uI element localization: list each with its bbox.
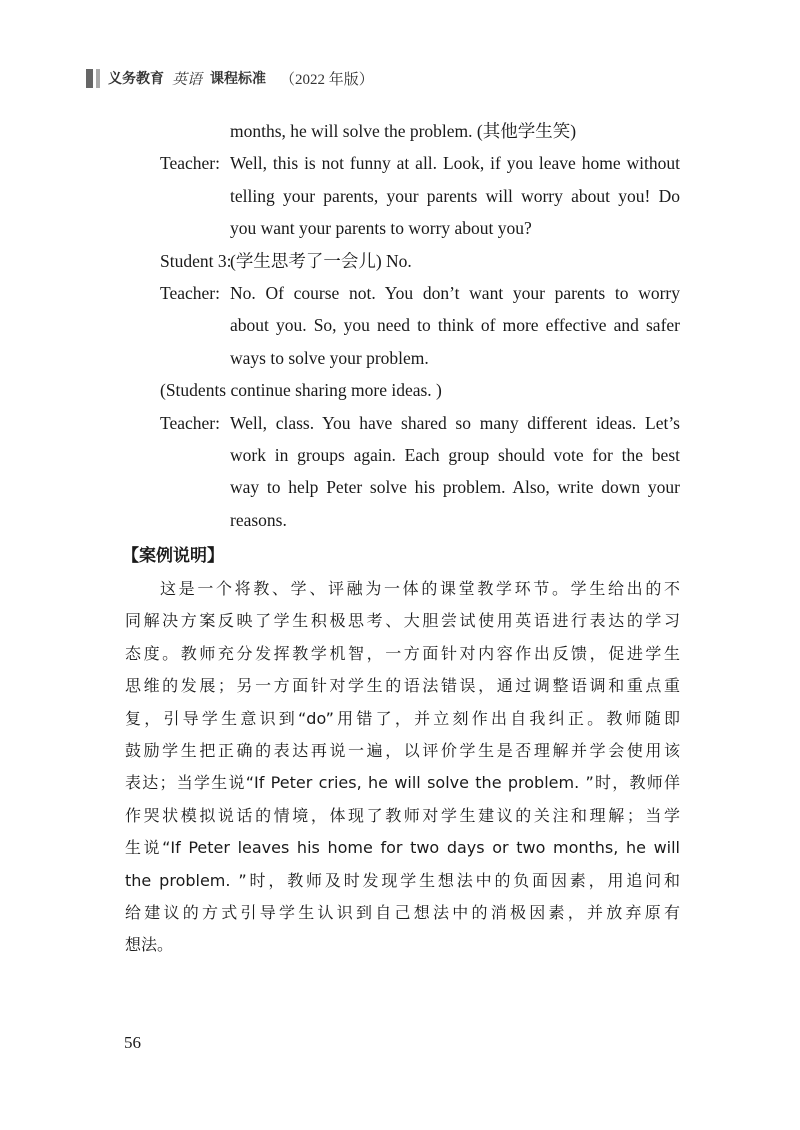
dialogue-line: No. Of course not. You don’t want your parents to worry bbox=[230, 283, 680, 303]
speaker-label: Teacher: bbox=[160, 153, 220, 174]
paragraph-line: 同解决方案反映了学生积极思考、大胆尝试使用英语进行表达的学习 bbox=[125, 611, 680, 631]
paragraph-line: 给建议的方式引导学生认识到自己想法中的消极因素，并放弃原有 bbox=[125, 903, 680, 922]
dialogue-line: way to help Peter solve his problem. Also, write down your bbox=[230, 477, 680, 498]
paragraph-line: 想法。 bbox=[125, 935, 174, 955]
header-title: 义务教育 bbox=[108, 71, 164, 87]
paragraph-line: 思维的发展；另一方面针对学生的语法错误，通过调整语调和重点重 bbox=[125, 676, 680, 696]
paragraph-line: 这是一个将教、学、评融为一体的课堂教学环节。学生给出的不 bbox=[160, 579, 680, 598]
header-edition: （2022 年版） bbox=[280, 71, 374, 88]
dialogue-line: about you. So, you need to think of more effective and safer bbox=[230, 315, 680, 336]
paragraph-line: 生说“If Peter leaves his home for two days or two months, he will bbox=[125, 838, 680, 858]
paragraph-line: 态度。教师充分发挥教学机智，一方面针对内容作出反馈，促进学生 bbox=[125, 643, 680, 663]
header-subject: 英语 bbox=[172, 71, 203, 88]
header-bar-mark-light bbox=[96, 69, 100, 88]
paragraph-line: 表达；当学生说“If Peter cries, he will solve the problem. ”时，教师佯 bbox=[125, 773, 680, 793]
dialogue-line: ways to solve your problem. bbox=[230, 347, 429, 368]
dialogue-line: Well, class. You have shared so many different ideas. Let’s bbox=[230, 412, 680, 433]
dialogue-line: reasons. bbox=[230, 509, 287, 530]
paragraph-line: 作哭状模拟说话的情境，体现了教师对学生建议的关注和理解；当学 bbox=[125, 805, 680, 825]
speaker-label: Teacher: bbox=[160, 412, 220, 433]
page-number: 56 bbox=[124, 1033, 141, 1052]
paragraph-line: 鼓励学生把正确的表达再说一遍，以评价学生是否理解并学会使用该 bbox=[125, 741, 680, 760]
header-title-2: 课程标准 bbox=[210, 71, 267, 87]
header-bar-mark bbox=[86, 69, 93, 88]
dialogue-line: Well, this is not funny at all. Look, if you leave home without bbox=[230, 153, 680, 174]
dialogue-line: months, he will solve the problem. (其他学生笑) bbox=[230, 121, 577, 141]
dialogue-line: you want your parents to worry about you? bbox=[230, 218, 532, 239]
dialogue-line: telling your parents, your parents will worry about you! Do bbox=[230, 185, 680, 206]
dialogue-line: work in groups again. Each group should vote for the best bbox=[230, 445, 680, 465]
dialogue-line: (学生思考了一会儿) No. bbox=[230, 250, 412, 271]
speaker-label: Teacher: bbox=[160, 283, 220, 303]
paragraph-line: 复，引导学生意识到“do”用错了，并立刻作出自我纠正。教师随即 bbox=[125, 708, 680, 728]
section-heading: 【案例说明】 bbox=[122, 546, 224, 566]
running-header bbox=[86, 66, 374, 90]
stage-note: (Students continue sharing more ideas. ) bbox=[160, 380, 442, 401]
speaker-label: Student 3: bbox=[160, 250, 232, 271]
paragraph-line: the problem. ”时，教师及时发现学生想法中的负面因素，用追问和 bbox=[125, 870, 680, 890]
